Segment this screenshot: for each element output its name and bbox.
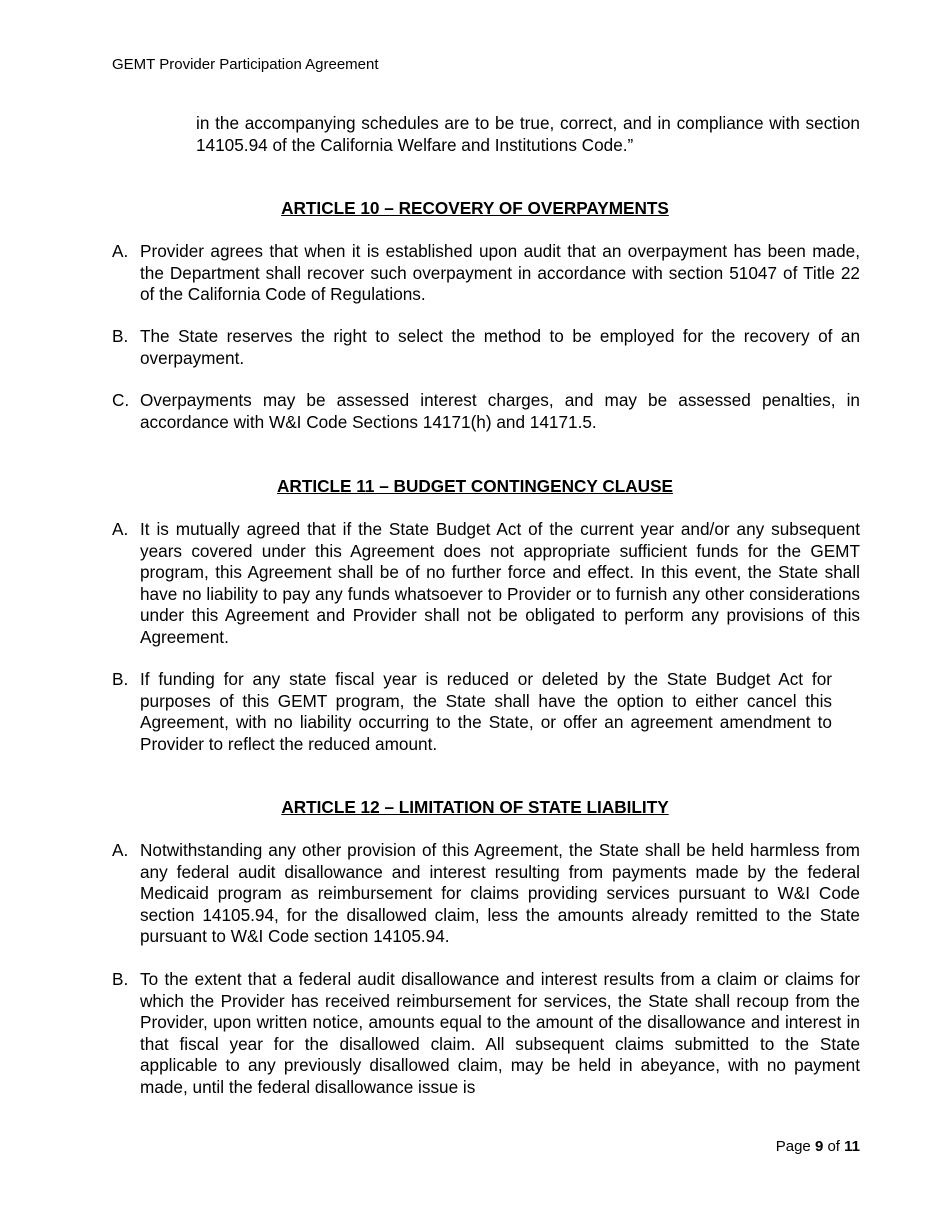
item-text: It is mutually agreed that if the State Budget Act of the current year and/or any subsequent years covered under this Agreement does not appropriate sufficient funds for the GEMT program, this Agreement shall be of no further force and effect. In this event, the State shall have no liability to pay any funds whatsoever to Provider or to furnish any other considerations under this Agreement and Provider shall not be obligated to perform any provisions of this Agreement. [140, 519, 860, 647]
item-text: Notwithstanding any other provision of this Agreement, the State shall be held harmless from any federal audit disallowance and interest resulting from payments made by the federal Medicaid program as reimbursement for claims providing services pursuant to W&I Code section 14105.94, for the disallowed claim, less the amounts already remitted to the State pursuant to W&I Code section 14105.94. [140, 840, 860, 946]
item-label: A. [112, 840, 129, 860]
article-11-heading: ARTICLE 11 – BUDGET CONTINGENCY CLAUSE [277, 476, 673, 496]
item-label: C. [112, 390, 130, 410]
article-10-heading: ARTICLE 10 – RECOVERY OF OVERPAYMENTS [281, 198, 669, 218]
item-label: B. [112, 969, 129, 989]
page-number [760, 1138, 860, 1155]
item-label: B. [112, 669, 129, 689]
item-text: To the extent that a federal audit disallowance and interest results from a claim or claims for which the Provider has received reimbursement for services, the State shall recoup from the Provider, upon written notice, amounts equal to the amount of the disallowance and interest in that fiscal year for the disallowed claim. All subsequent claims submitted to the State applicable to any previously disallowed claim, may be held in abeyance, with no payment made, until the federal disallowance issue is [140, 969, 860, 1097]
current-page: 9 [814, 1138, 824, 1155]
page-prefix: Page [775, 1138, 811, 1155]
item-text: If funding for any state fiscal year is reduced or deleted by the State Budget Act for purposes of this GEMT program, the State shall have the option to either cancel this Agreement, with no liability occurring to the State, or offer an agreement amendment to Provider to reflect the reduced amount. [140, 669, 832, 754]
item-text: Provider agrees that when it is established upon audit that an overpayment has been made, the Department shall recover such overpayment in accordance with section 51047 of Title 22 of the California Code of Regulations. [140, 241, 860, 304]
item-label: A. [112, 241, 129, 261]
continued-paragraph: in the accompanying schedules are to be true, correct, and in compliance with section 14105.94 of the California Welfare and Institutions Code.” [196, 113, 860, 155]
item-text: Overpayments may be assessed interest charges, and may be assessed penalties, in accordance with W&I Code Sections 14171(h) and 14171.5. [140, 390, 860, 432]
page-of: of [827, 1138, 840, 1155]
item-label: B. [112, 326, 129, 346]
item-label: A. [112, 519, 129, 539]
running-header: GEMT Provider Participation Agreement [112, 56, 379, 73]
item-text: The State reserves the right to select the method to be employed for the recovery of an overpayment. [140, 326, 860, 368]
article-12-heading: ARTICLE 12 – LIMITATION OF STATE LIABILITY [281, 797, 669, 817]
total-pages: 11 [844, 1138, 860, 1155]
